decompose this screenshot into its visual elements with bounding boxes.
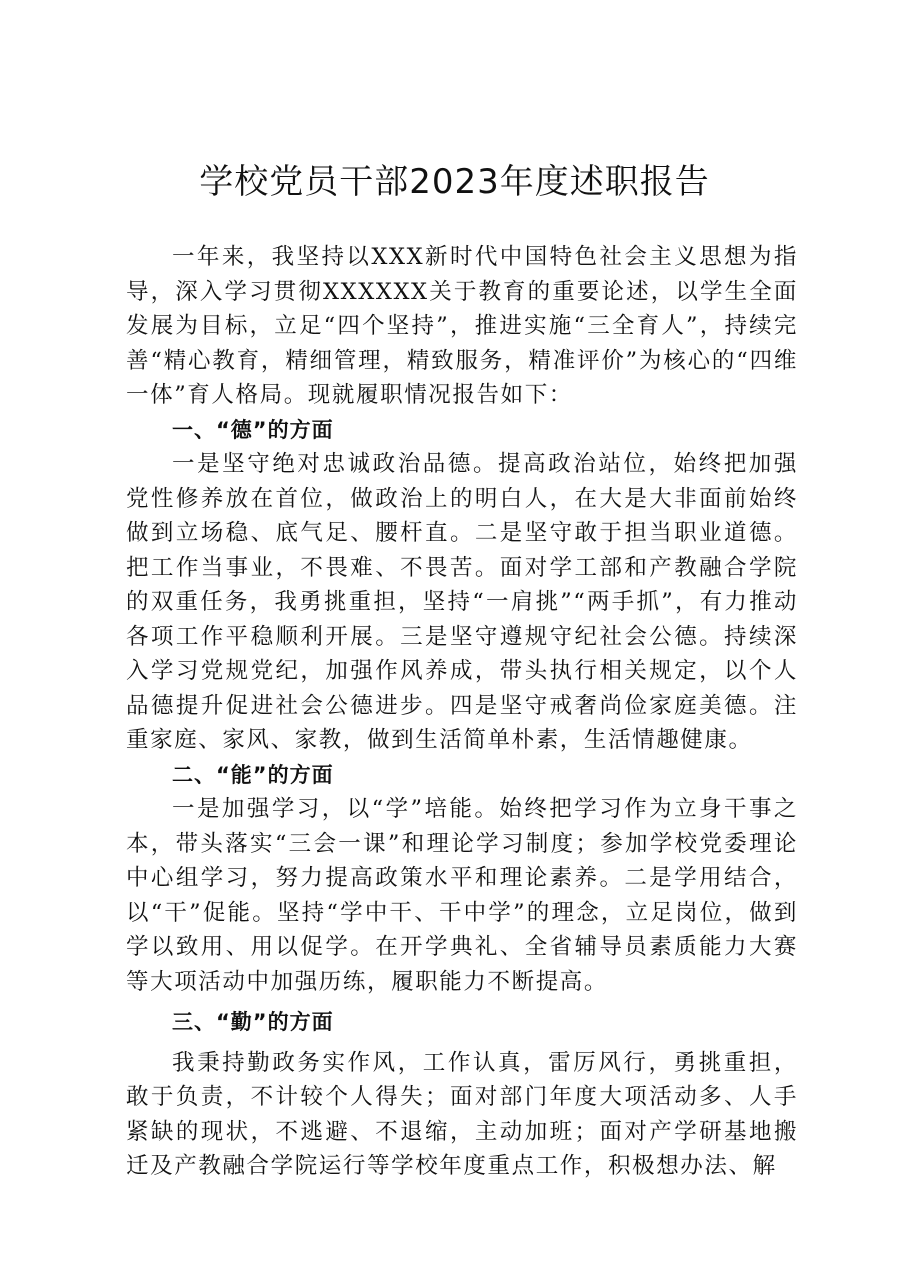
section-paragraph-neng: 一是加强学习，以“学”培能。始终把学习作为立身干事之本，带头落实“三会一课”和理论学习制度；参加学校党委理论中心组学习，努力提高政策水平和理论素养。二是学用结合，以“干”促能。坚持“学中干、干中学”的理念，立足岗位，做到学以致用、用以促学。在开学典礼、全省辅导员素质能力大赛等大项活动中加强历练，履职能力不断提高。: [126, 796, 798, 995]
document-body: [126, 240, 798, 1184]
document-title: 学校党员干部2023年度述职报告: [199, 162, 710, 202]
section-paragraph-qin: 我秉持勤政务实作风，工作认真，雷厉风行，勇挑重担，敢于负责，不计较个人得失；面对部门年度大项活动多、人手紧缺的现状，不逃避、不退缩，主动加班；面对产学研基地搬迁及产教融合学院运行等学校年度重点工作，积极想办法、解: [126, 1049, 798, 1179]
section-paragraph-de: 一是坚守绝对忠诚政治品德。提高政治站位，始终把加强党性修养放在首位，做政治上的明白人，在大是大非面前始终做到立场稳、底气足、腰杆直。二是坚守敢于担当职业道德。把工作当事业，不畏难、不畏苦。面对学工部和产教融合学院的双重任务，我勇挑重担，坚持“一肩挑”“两手抓”，有力推动各项工作平稳顺利开展。三是坚守遵规守纪社会公德。持续深入学习党规党纪，加强作风养成，带头执行相关规定，以个人品德提升促进社会公德进步。四是坚守戒奢尚俭家庭美德。注重家庭、家风、家教，做到生活简单朴素，生活情趣健康。: [126, 451, 798, 753]
section-heading-qin: 三、“勤”的方面: [172, 1010, 334, 1034]
section-heading-neng: 二、“能”的方面: [172, 762, 334, 787]
intro-paragraph: 一年来，我坚持以XXX新时代中国特色社会主义思想为指导，深入学习贯彻XXXXXX关于教育的重要论述，以学生全面发展为目标，立足“四个坚持”，推进实施“三全育人”，持续完善“精心教育，精细管理，精致服务，精准评价”为核心的“四维一体”育人格局。现就履职情况报告如下：: [126, 244, 798, 408]
section-heading-de: 一、“德”的方面: [172, 417, 334, 442]
